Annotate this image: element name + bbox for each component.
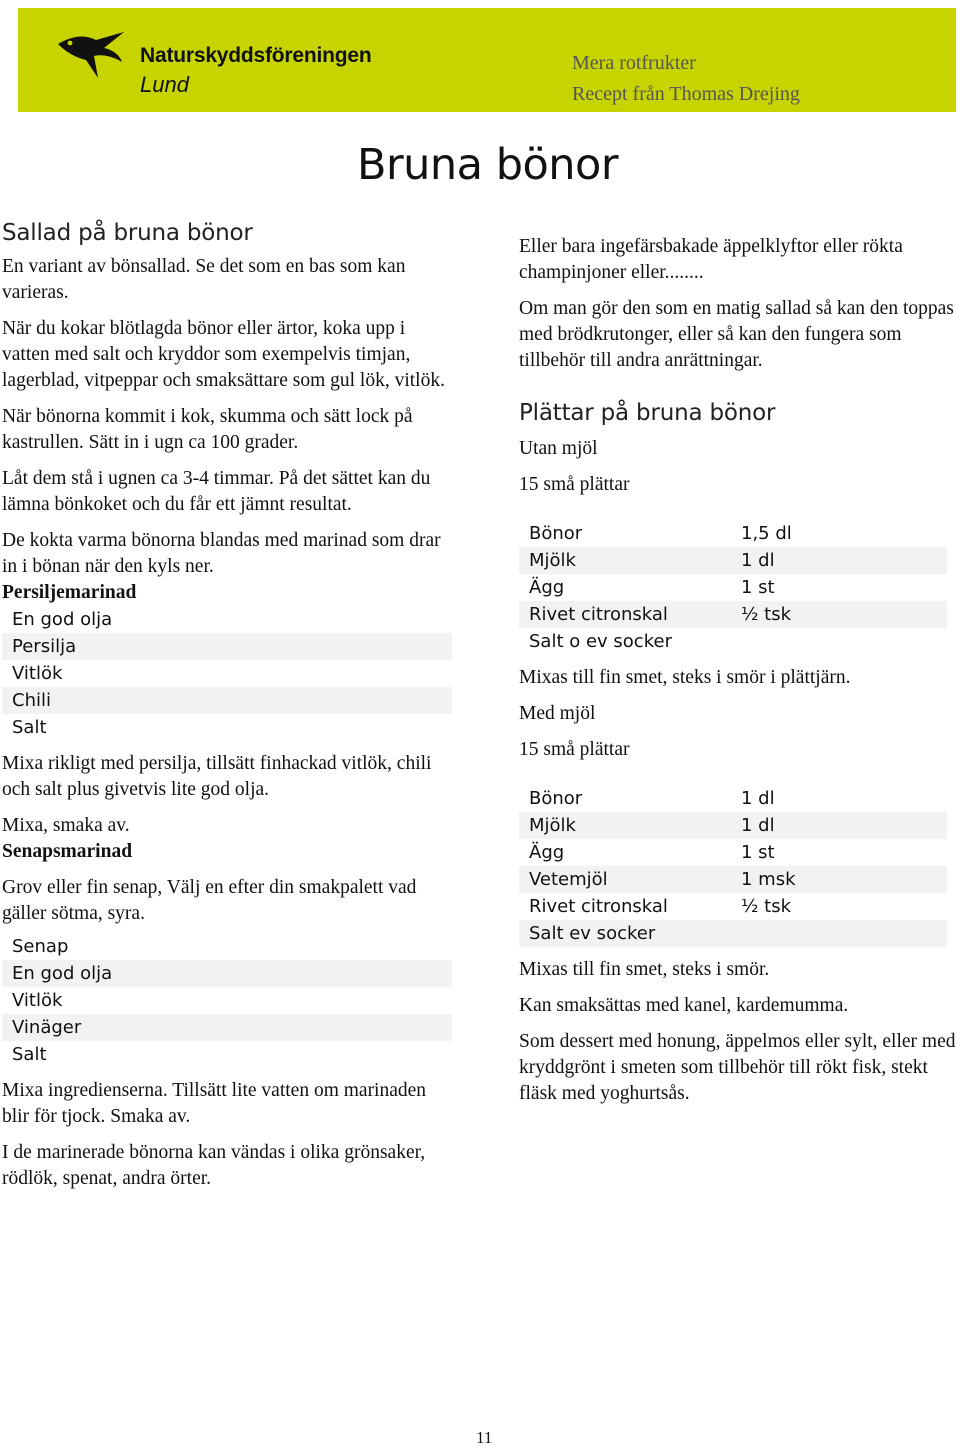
- org-logo: [54, 22, 394, 102]
- paragraph: En variant av bönsallad. Se det som en bas som kan varieras.: [2, 256, 406, 303]
- ingredient-name: Ägg: [529, 842, 565, 863]
- paragraph: Om man gör den som en matig sallad så kan den toppas med brödkrutonger, eller så kan den fungera som tillbehör till andra anrättningar.: [519, 298, 954, 371]
- instruction-text: Mixas till fin smet, steks i smör.: [519, 959, 770, 980]
- marinade-title-senap: Senapsmarinad: [2, 841, 133, 862]
- ingredient-name: Vitlök: [12, 663, 63, 684]
- ingredient-name: En god olja: [12, 963, 113, 984]
- ingredient-qty: 1 msk: [741, 869, 796, 890]
- ingredient-qty: ½ tsk: [741, 604, 792, 625]
- ingredient-qty: 1 st: [741, 842, 775, 863]
- ingredient-row: [2, 714, 452, 741]
- yield-text: 15 små plättar: [519, 739, 630, 760]
- ingredient-name: Salt o ev socker: [529, 631, 672, 652]
- left-column: [2, 220, 457, 1192]
- ingredient-qty: 1 dl: [741, 815, 775, 836]
- table-row: [519, 812, 947, 839]
- ingredient-row: [2, 687, 452, 714]
- paragraph: De kokta varma bönorna blandas med marinad som drar in i bönan när den kyls ner.: [2, 530, 441, 577]
- ingredient-list-senap: [2, 933, 452, 1068]
- ingredient-row: [2, 960, 452, 987]
- ingredient-table-utan-mjol: [519, 520, 947, 655]
- table-row: [519, 574, 947, 601]
- header-text: [572, 48, 800, 110]
- paragraph: Mixa rikligt med persilja, tillsätt finhackad vitlök, chili och salt plus givetvis lite god olja.: [2, 753, 432, 800]
- ingredient-name: Mjölk: [529, 815, 576, 836]
- swallow-icon: [54, 26, 128, 86]
- yield-text: 15 små plättar: [519, 474, 630, 495]
- paragraph: Som dessert med honung, äppelmos eller sylt, eller med kryddgrönt i smeten som tillbehör till rökt fisk, stekt fläsk med yoghurtsås.: [519, 1031, 956, 1104]
- ingredient-name: Bönor: [529, 788, 583, 809]
- paragraph: Mixa, smaka av.: [2, 815, 130, 836]
- ingredient-table-med-mjol: [519, 785, 947, 947]
- ingredient-name: Vitlök: [12, 990, 63, 1011]
- ingredient-row: [2, 987, 452, 1014]
- paragraph: Grov eller fin senap, Välj en efter din smakpalett vad gäller sötma, syra.: [2, 877, 417, 924]
- ingredient-name: Vetemjöl: [529, 869, 608, 890]
- ingredient-row: [2, 660, 452, 687]
- table-row: [519, 520, 947, 547]
- ingredient-name: Salt: [12, 1044, 47, 1065]
- variant-label: Utan mjöl: [519, 438, 598, 459]
- ingredient-qty: 1 dl: [741, 550, 775, 571]
- paragraph: När bönorna kommit i kok, skumma och sätt lock på kastrullen. Sätt in i ugn ca 100 grader.: [2, 406, 413, 453]
- marinade-title-persilja: Persiljemarinad: [2, 582, 137, 603]
- page-number: 11: [476, 1428, 493, 1447]
- ingredient-row: [2, 633, 452, 660]
- header-line-2: Recept från Thomas Drejing: [572, 83, 800, 105]
- header-banner: [18, 8, 956, 112]
- ingredient-name: Chili: [12, 690, 51, 711]
- paragraph: I de marinerade bönorna kan vändas i olika grönsaker, rödlök, spenat, andra örter.: [2, 1142, 426, 1189]
- section-heading-plattar: Plättar på bruna bönor: [519, 400, 776, 426]
- ingredient-qty: 1,5 dl: [741, 523, 792, 544]
- paragraph: Kan smaksättas med kanel, kardemumma.: [519, 995, 849, 1016]
- ingredient-row: [2, 1041, 452, 1068]
- table-row: [519, 601, 947, 628]
- ingredient-name: Persilja: [12, 636, 77, 657]
- ingredient-name: Rivet citronskal: [529, 604, 668, 625]
- variant-label: Med mjöl: [519, 703, 596, 724]
- instruction-text: Mixas till fin smet, steks i smör i plättjärn.: [519, 667, 851, 688]
- paragraph: Eller bara ingefärsbakade äppelklyftor eller rökta champinjoner eller........: [519, 236, 903, 283]
- ingredient-row: [2, 933, 452, 960]
- ingredient-qty: 1 st: [741, 577, 775, 598]
- table-row: [519, 920, 947, 947]
- paragraph: Mixa ingredienserna. Tillsätt lite vatten om marinaden blir för tjock. Smaka av.: [2, 1080, 427, 1127]
- ingredient-name: Salt ev socker: [529, 923, 656, 944]
- ingredient-name: Vinäger: [12, 1017, 82, 1038]
- org-subtitle: Lund: [140, 72, 189, 97]
- paragraph: När du kokar blötlagda bönor eller ärtor, koka upp i vatten med salt och kryddor som exempelvis timjan, lagerblad, vitpeppar och smaksättare som gul lök, vitlök.: [2, 318, 445, 391]
- ingredient-name: Salt: [12, 717, 47, 738]
- section-heading-salad: Sallad på bruna bönor: [2, 220, 253, 246]
- ingredient-row: [2, 606, 452, 633]
- ingredient-list-persilja: [2, 606, 452, 741]
- table-row: [519, 628, 947, 655]
- table-row: [519, 866, 947, 893]
- ingredient-name: Bönor: [529, 523, 583, 544]
- org-name: Naturskyddsföreningen: [140, 44, 372, 67]
- ingredient-name: Ägg: [529, 577, 565, 598]
- page-title: Bruna bönor: [357, 140, 619, 190]
- paragraph: Låt dem stå i ugnen ca 3-4 timmar. På det sättet kan du lämna bönkoket och du får ett jämnt resultat.: [2, 468, 431, 515]
- ingredient-row: [2, 1014, 452, 1041]
- ingredient-name: Mjölk: [529, 550, 576, 571]
- ingredient-name: Senap: [12, 936, 69, 957]
- table-row: [519, 893, 947, 920]
- ingredient-qty: ½ tsk: [741, 896, 792, 917]
- ingredient-name: Rivet citronskal: [529, 896, 668, 917]
- header-line-1: Mera rotfrukter: [572, 52, 696, 74]
- table-row: [519, 547, 947, 574]
- table-row: [519, 839, 947, 866]
- ingredient-name: En god olja: [12, 609, 113, 630]
- right-column: [519, 220, 959, 1107]
- ingredient-qty: 1 dl: [741, 788, 775, 809]
- table-row: [519, 785, 947, 812]
